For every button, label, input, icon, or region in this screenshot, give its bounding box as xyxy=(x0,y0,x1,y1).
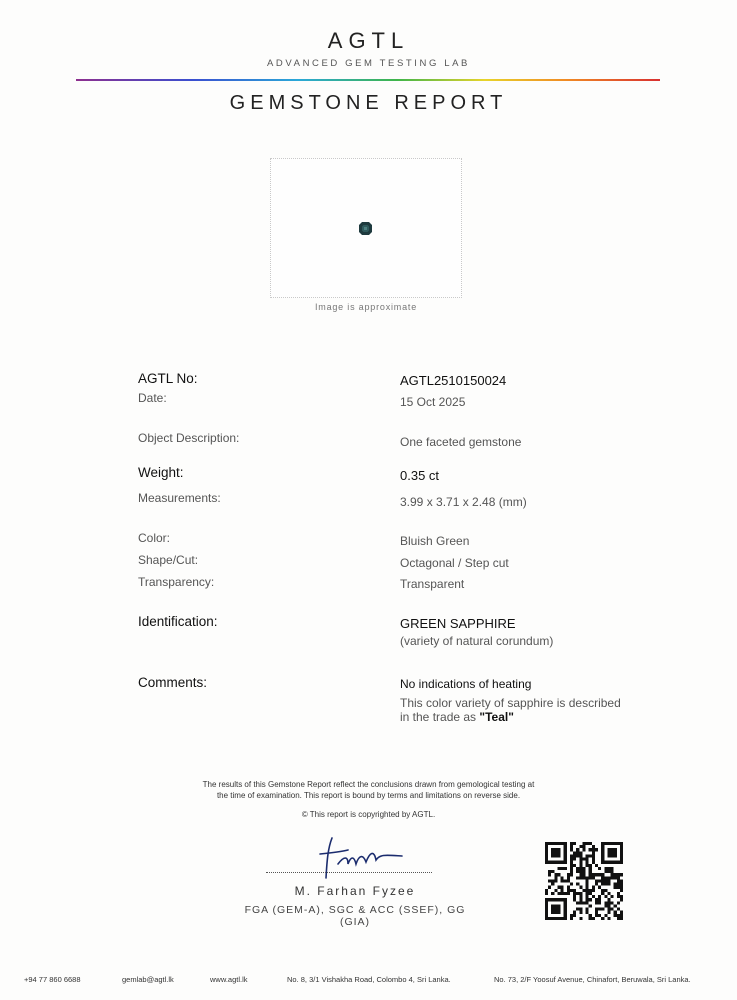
image-caption: Image is approximate xyxy=(314,302,418,312)
signature-line xyxy=(266,872,432,873)
measurements-value: 3.99 x 3.71 x 2.48 (mm) xyxy=(400,495,527,509)
gemstone-image xyxy=(359,222,372,235)
comments-teal-term: "Teal" xyxy=(479,710,514,724)
comments-line-3-prefix: in the trade as xyxy=(400,710,480,724)
signer-name: M. Farhan Fyzee xyxy=(294,884,416,898)
footer-phone: +94 77 860 6688 xyxy=(24,975,81,984)
signer-qualifications: FGA (GEM-A), SGC & ACC (SSEF), GG (GIA) xyxy=(244,904,466,928)
identification-note: (variety of natural corundum) xyxy=(400,634,554,648)
report-title: GEMSTONE REPORT xyxy=(229,92,508,114)
transparency-label: Transparency: xyxy=(138,575,215,589)
comments-line-3 xyxy=(400,710,514,724)
qr-code xyxy=(545,842,623,920)
transparency-value: Transparent xyxy=(400,577,465,591)
weight-value: 0.35 ct xyxy=(400,468,440,483)
disclaimer-line-2: the time of examination. This report is bound by terms and limitations on reverse side. xyxy=(216,791,521,800)
lab-name: ADVANCED GEM TESTING LAB xyxy=(267,58,470,69)
object-description-value: One faceted gemstone xyxy=(400,435,522,449)
comments-line-2: This color variety of sapphire is described xyxy=(400,696,621,710)
date-value: 15 Oct 2025 xyxy=(400,395,466,409)
comments-line-1: No indications of heating xyxy=(400,677,532,691)
agtl-no-label: AGTL No: xyxy=(138,371,198,386)
signature-image xyxy=(318,834,408,880)
color-label: Color: xyxy=(138,531,171,545)
measurements-label: Measurements: xyxy=(138,491,221,505)
object-description-label: Object Description: xyxy=(138,431,240,445)
weight-label: Weight: xyxy=(138,465,184,480)
footer-address-colombo: No. 8, 3/1 Vishakha Road, Colombo 4, Sri Lanka. xyxy=(287,975,451,984)
lab-logo: AGTL xyxy=(327,28,410,53)
shape-cut-value: Octagonal / Step cut xyxy=(400,556,509,570)
footer-address-beruwala: No. 73, 2/F Yoosuf Avenue, Chinafort, Beruwala, Sri Lanka. xyxy=(494,975,691,984)
identification-value: GREEN SAPPHIRE xyxy=(400,616,516,631)
footer-website: www.agtl.lk xyxy=(210,975,248,984)
copyright-notice: © This report is copyrighted by AGTL. xyxy=(301,810,436,819)
identification-label: Identification: xyxy=(138,614,218,629)
rainbow-divider xyxy=(76,79,660,81)
shape-cut-label: Shape/Cut: xyxy=(138,553,199,567)
agtl-no-value: AGTL2510150024 xyxy=(400,373,507,388)
color-value: Bluish Green xyxy=(400,534,470,548)
report-disclaimer xyxy=(150,779,587,801)
date-label: Date: xyxy=(138,391,167,405)
disclaimer-line-1: The results of this Gemstone Report reflect the conclusions drawn from gemological testing at xyxy=(202,780,535,789)
footer-email: gemlab@agtl.lk xyxy=(122,975,174,984)
comments-label: Comments: xyxy=(138,675,208,690)
